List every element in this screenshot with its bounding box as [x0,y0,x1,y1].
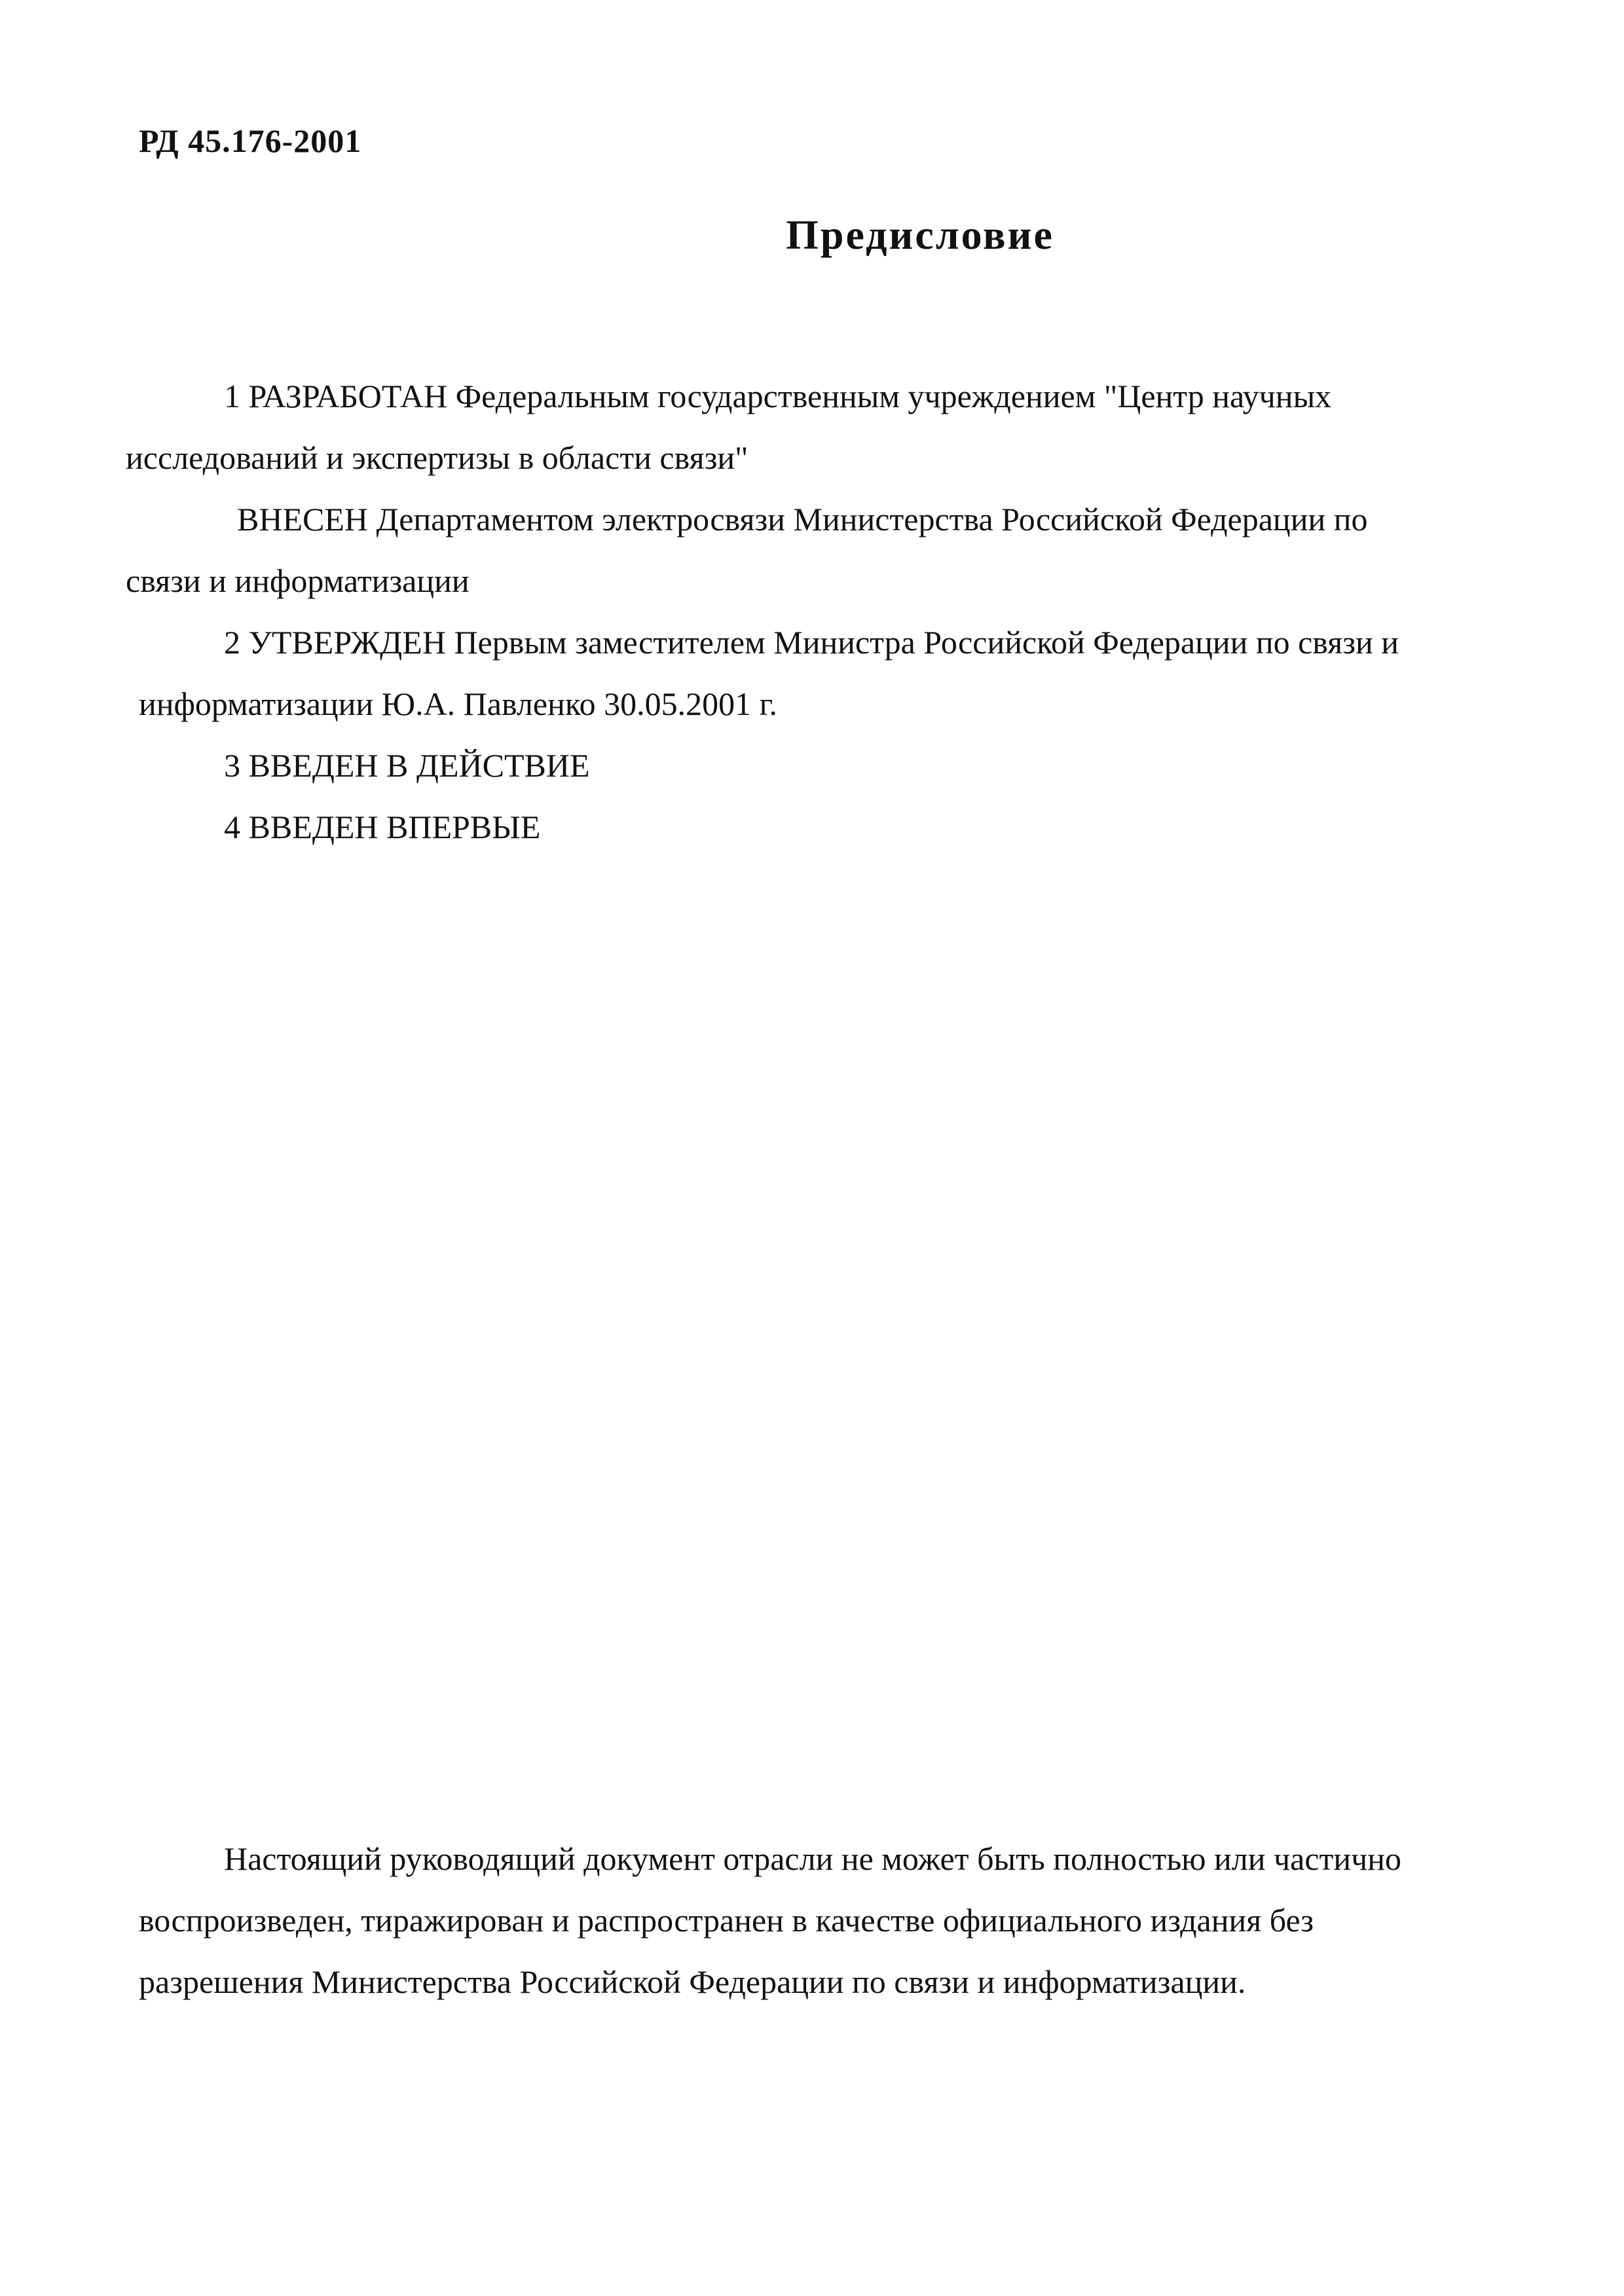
item4: 4 ВВЕДЕН ВПЕРВЫЕ [224,809,541,845]
item1-line2: исследований и экспертизы в области связи" [126,439,748,476]
notice-line3: разрешения Министерства Российской Федерации по связи и информатизации. [139,1963,1246,2000]
item1-line1: 1 РАЗРАБОТАН Федеральным государственным учреждением "Центр научных [224,378,1332,414]
item1b-line1: ВНЕСЕН Департаментом электросвязи Министерства Российской Федерации по [237,501,1368,538]
notice-line2: воспроизведен, тиражирован и распространен в качестве официального издания без [139,1902,1314,1939]
item3: 3 ВВЕДЕН В ДЕЙСТВИЕ [224,747,590,784]
item2-line1: 2 УТВЕРЖДЕН Первым заместителем Министра Российской Федерации по связи и [224,624,1399,661]
notice-line1: Настоящий руководящий документ отрасли не может быть полностью или частично [224,1840,1402,1877]
item1b-line2: связи и информатизации [126,562,470,599]
item2-line2: информатизации Ю.А. Павленко 30.05.2001 г. [139,685,777,722]
page-title: Предисловие [786,211,1054,258]
document-code: РД 45.176-2001 [139,122,362,159]
